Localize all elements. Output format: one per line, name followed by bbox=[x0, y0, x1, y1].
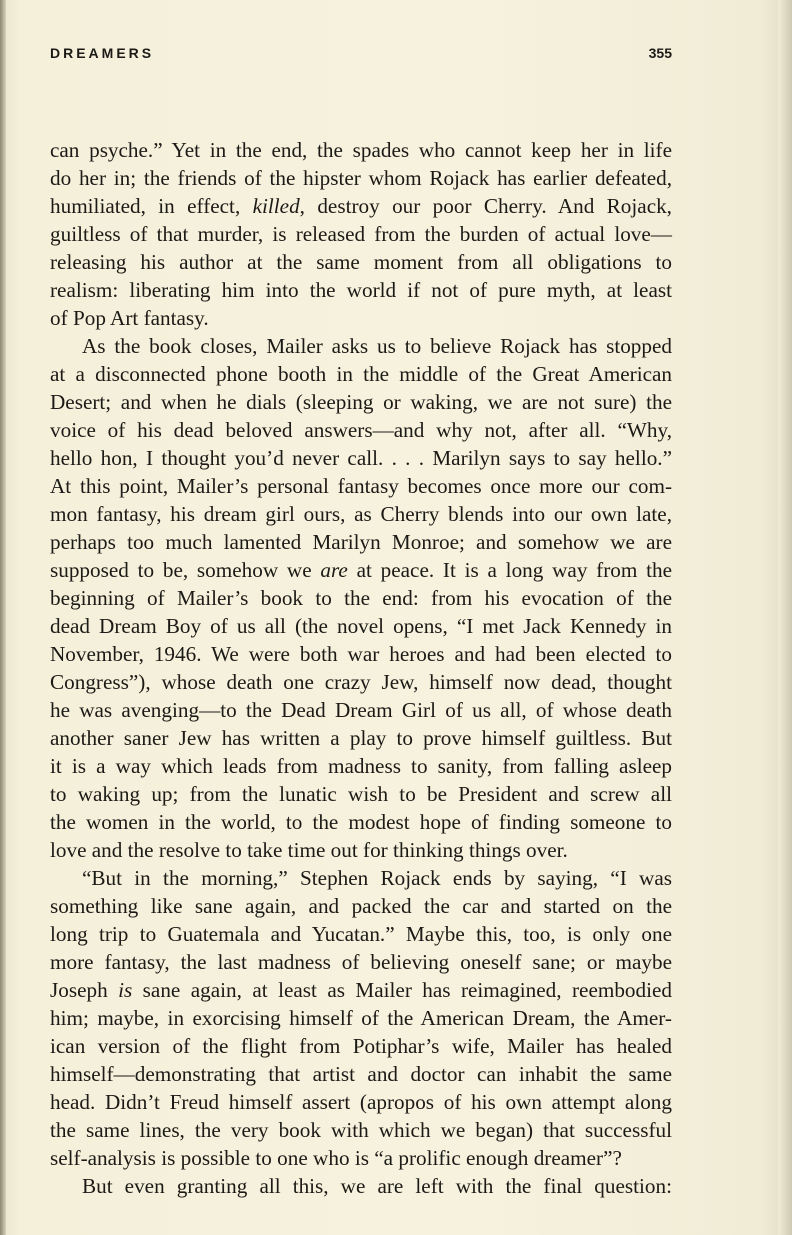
text-segment: another saner Jew has written a play to prove himself guiltless. But bbox=[50, 726, 672, 750]
text-segment: something like sane again, and packed the car and started on the bbox=[50, 894, 672, 918]
text-line bbox=[50, 948, 672, 976]
text-line bbox=[50, 388, 672, 416]
text-segment: the women in the world, to the modest hope of finding someone to bbox=[50, 810, 672, 834]
text-segment: at a disconnected phone booth in the middle of the Great American bbox=[50, 362, 672, 386]
text-line bbox=[50, 752, 672, 780]
text-line bbox=[50, 276, 672, 304]
text-segment: But even granting all this, we are left with the final question: bbox=[82, 1174, 672, 1198]
text-segment: to waking up; from the lunatic wish to be President and screw all bbox=[50, 782, 672, 806]
text-segment: do her in; the friends of the hipster whom Rojack has earlier defeated, bbox=[50, 166, 672, 190]
text-line bbox=[50, 360, 672, 388]
text-line bbox=[50, 1060, 672, 1088]
text-segment: November, 1946. We were both war heroes and had been elected to bbox=[50, 642, 672, 666]
text-segment: head. Didn’t Freud himself assert (apropos of his own attempt along bbox=[50, 1090, 672, 1114]
text-line bbox=[50, 556, 672, 584]
italic-text: are bbox=[320, 558, 348, 582]
text-line bbox=[50, 164, 672, 192]
text-segment: Desert; and when he dials (sleeping or waking, we are not sure) the bbox=[50, 390, 672, 414]
text-line bbox=[50, 500, 672, 528]
text-line bbox=[50, 1172, 672, 1200]
text-segment: beginning of Mailer’s book to the end: from his evocation of the bbox=[50, 586, 672, 610]
text-segment: more fantasy, the last madness of believing oneself sane; or maybe bbox=[50, 950, 672, 974]
text-segment: guiltless of that murder, is released from the burden of actual love— bbox=[50, 222, 672, 246]
page-number: 355 bbox=[648, 45, 672, 61]
text-line bbox=[50, 332, 672, 360]
text-segment: long trip to Guatemala and Yucatan.” Maybe this, too, is only one bbox=[50, 922, 672, 946]
italic-text: killed bbox=[252, 194, 300, 218]
text-segment: perhaps too much lamented Marilyn Monroe; and somehow we are bbox=[50, 530, 672, 554]
text-line bbox=[50, 864, 672, 892]
text-line bbox=[50, 444, 672, 472]
text-line bbox=[50, 1032, 672, 1060]
page-header bbox=[50, 45, 672, 67]
text-line bbox=[50, 920, 672, 948]
text-line bbox=[50, 248, 672, 276]
text-segment: Joseph bbox=[50, 978, 119, 1002]
text-line bbox=[50, 1144, 672, 1172]
text-line bbox=[50, 1088, 672, 1116]
text-segment: him; maybe, in exorcising himself of the American Dream, the Amer- bbox=[50, 1006, 672, 1030]
text-line bbox=[50, 584, 672, 612]
text-line bbox=[50, 192, 672, 220]
text-line bbox=[50, 1116, 672, 1144]
text-segment: sane again, at least as Mailer has reimagined, reembodied bbox=[132, 978, 672, 1002]
text-segment: he was avenging—to the Dead Dream Girl of us all, of whose death bbox=[50, 698, 672, 722]
page-binding-shadow bbox=[0, 0, 6, 1235]
text-segment: releasing his author at the same moment from all obligations to bbox=[50, 250, 672, 274]
text-segment: Congress”), whose death one crazy Jew, himself now dead, thought bbox=[50, 670, 672, 694]
text-segment: hello hon, I thought you’d never call. . . . Marilyn says to say hello.” bbox=[50, 446, 672, 470]
text-segment: dead Dream Boy of us all (the novel opens, “I met Jack Kennedy in bbox=[50, 614, 672, 638]
text-segment: it is a way which leads from madness to sanity, from falling asleep bbox=[50, 754, 672, 778]
text-line bbox=[50, 724, 672, 752]
text-line bbox=[50, 528, 672, 556]
text-segment: the same lines, the very book with which we began) that successful bbox=[50, 1118, 672, 1142]
text-segment: ican version of the flight from Potiphar’s wife, Mailer has healed bbox=[50, 1034, 672, 1058]
text-segment: supposed to be, somehow we bbox=[50, 558, 321, 582]
text-segment: , destroy our poor Cherry. And Rojack, bbox=[299, 194, 672, 218]
text-segment: love and the resolve to take time out for thinking things over. bbox=[50, 838, 568, 862]
text-segment: At this point, Mailer’s personal fantasy becomes once more our com- bbox=[50, 474, 672, 498]
text-line bbox=[50, 696, 672, 724]
text-line bbox=[50, 612, 672, 640]
text-segment: self-analysis is possible to one who is “a prolific enough dreamer”? bbox=[50, 1146, 622, 1170]
text-line bbox=[50, 220, 672, 248]
text-segment: realism: liberating him into the world if not of pure myth, at least bbox=[50, 278, 672, 302]
text-line bbox=[50, 780, 672, 808]
text-line bbox=[50, 976, 672, 1004]
page-edge-shadow bbox=[778, 0, 792, 1235]
text-line bbox=[50, 668, 672, 696]
text-line bbox=[50, 416, 672, 444]
text-segment: humiliated, in effect, bbox=[50, 194, 253, 218]
body-text bbox=[50, 136, 672, 1200]
text-line bbox=[50, 640, 672, 668]
text-line bbox=[50, 836, 672, 864]
italic-text: is bbox=[118, 978, 133, 1002]
text-segment: voice of his dead beloved answers—and why not, after all. “Why, bbox=[50, 418, 672, 442]
text-segment: of Pop Art fantasy. bbox=[50, 306, 209, 330]
text-line bbox=[50, 472, 672, 500]
text-line bbox=[50, 808, 672, 836]
text-line bbox=[50, 304, 672, 332]
text-segment: himself—demonstrating that artist and doctor can inhabit the same bbox=[50, 1062, 672, 1086]
text-line bbox=[50, 892, 672, 920]
text-line bbox=[50, 1004, 672, 1032]
text-line bbox=[50, 136, 672, 164]
text-segment: at peace. It is a long way from the bbox=[347, 558, 673, 582]
text-segment: As the book closes, Mailer asks us to believe Rojack has stopped bbox=[82, 334, 672, 358]
text-segment: can psyche.” Yet in the end, the spades who cannot keep her in life bbox=[50, 138, 672, 162]
running-head: DREAMERS bbox=[50, 45, 155, 61]
text-segment: “But in the morning,” Stephen Rojack ends by saying, “I was bbox=[82, 866, 672, 890]
text-segment: mon fantasy, his dream girl ours, as Cherry blends into our own late, bbox=[50, 502, 672, 526]
